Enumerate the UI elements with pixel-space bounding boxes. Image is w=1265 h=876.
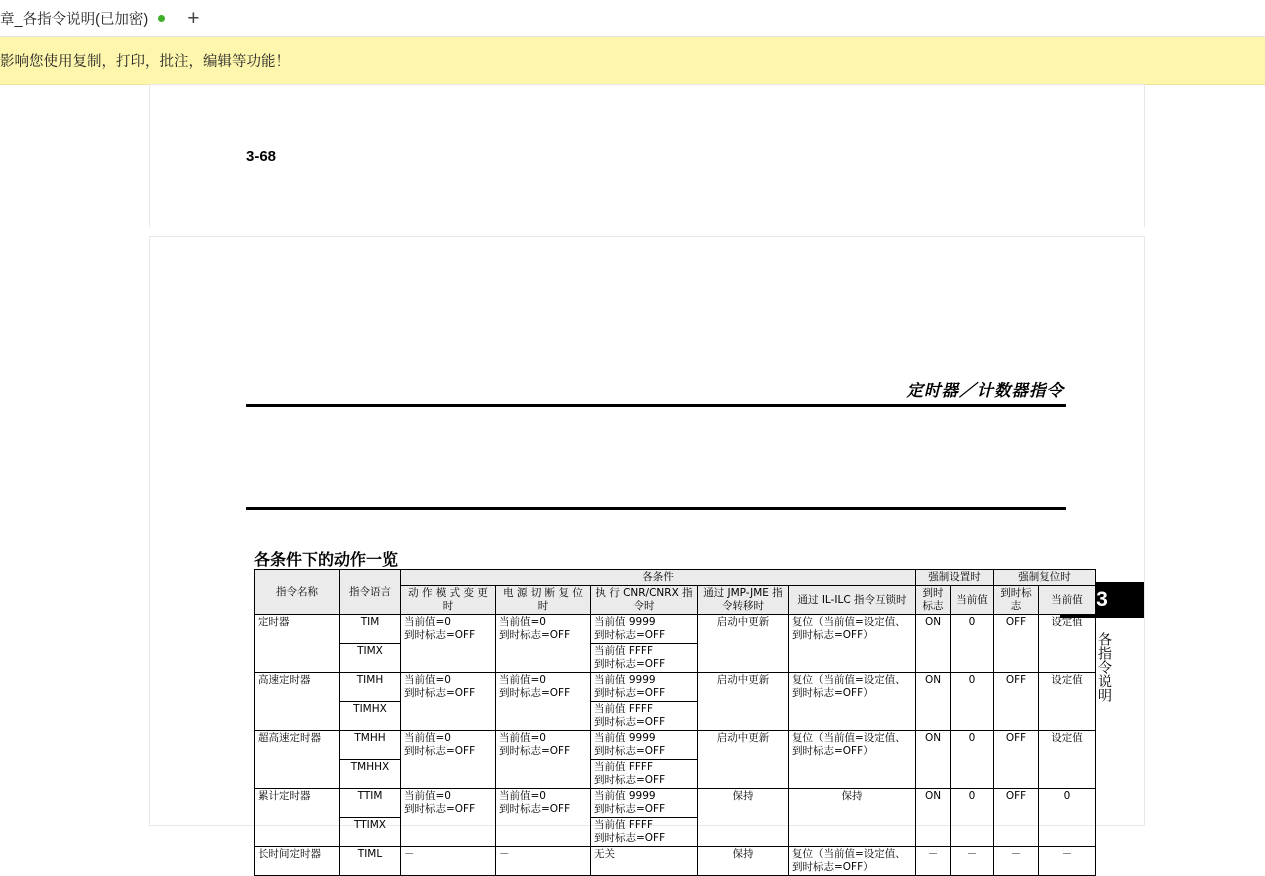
cell-cnr-exec: 无关	[591, 847, 698, 876]
th-il-ilc: 通过 IL-ILC 指令互锁时	[789, 586, 916, 615]
table-row	[255, 615, 1096, 644]
cell-il-ilc: 复位（当前值=设定值、到时标志=OFF）	[789, 847, 916, 876]
table-row	[255, 847, 1096, 876]
permission-notice-text: 影响您使用复制，打印，批注，编辑等功能！	[0, 54, 290, 70]
cell-instruction-language: TTIMX	[340, 818, 401, 847]
cell-set-flag: ON	[916, 789, 951, 847]
cell-set-value: 0	[951, 615, 994, 673]
cell-jmp-jme: 启动中更新	[698, 615, 789, 673]
rule-middle	[246, 507, 1066, 510]
cell-set-value: 0	[951, 673, 994, 731]
cell-cnr-exec: 当前值 9999 到时标志=OFF	[591, 673, 698, 702]
table-head	[255, 570, 1096, 615]
table-row	[255, 789, 1096, 818]
cell-instruction-name: 长时间定时器	[255, 847, 340, 876]
cell-set-flag: ON	[916, 731, 951, 789]
cell-instruction-language: TMHH	[340, 731, 401, 760]
current-page	[150, 237, 1144, 873]
running-head: 定时器／计数器指令	[906, 382, 1064, 400]
cell-cnr-exec: 当前值 9999 到时标志=OFF	[591, 615, 698, 644]
cell-instruction-language: TTIM	[340, 789, 401, 818]
chapter-label: 各指令说明	[1097, 632, 1113, 702]
cell-power-reset: 当前值=0 到时标志=OFF	[496, 615, 591, 673]
cell-instruction-language: TIMHX	[340, 702, 401, 731]
cell-instruction-name: 高速定时器	[255, 673, 340, 731]
conditions-table	[254, 569, 1096, 876]
cell-set-value: 0	[951, 731, 994, 789]
cell-mode-change: 当前值=0 到时标志=OFF	[401, 673, 496, 731]
unsaved-indicator-icon	[158, 15, 165, 22]
page-folio: 3-68	[246, 148, 277, 165]
document-tab-title: 章_各指令说明(已加密)	[0, 11, 149, 28]
cell-set-flag: －	[916, 847, 951, 876]
cell-cnr-exec: 当前值 FFFF 到时标志=OFF	[591, 760, 698, 789]
th-set-flag: 到时标志	[916, 586, 951, 615]
document-tab[interactable]	[0, 0, 177, 36]
cell-mode-change: 当前值=0 到时标志=OFF	[401, 615, 496, 673]
th-conditions: 各条件	[401, 570, 916, 586]
table-header-row-1	[255, 570, 1096, 586]
cell-cnr-exec: 当前值 FFFF 到时标志=OFF	[591, 818, 698, 847]
cell-mode-change: －	[401, 847, 496, 876]
cell-mode-change: 当前值=0 到时标志=OFF	[401, 789, 496, 847]
cell-cnr-exec: 当前值 9999 到时标志=OFF	[591, 789, 698, 818]
cell-instruction-name: 定时器	[255, 615, 340, 673]
cell-set-flag: ON	[916, 673, 951, 731]
cell-reset-flag: OFF	[994, 673, 1039, 731]
th-jmp-jme: 通过 JMP-JME 指令转移时	[698, 586, 789, 615]
th-mode-change: 动 作 模 式 变 更时	[401, 586, 496, 615]
th-force-reset: 强制复位时	[994, 570, 1096, 586]
cell-reset-value: 设定值	[1039, 673, 1096, 731]
rule-top	[246, 404, 1066, 407]
cell-il-ilc: 复位（当前值=设定值、到时标志=OFF）	[789, 673, 916, 731]
new-tab-button[interactable]: +	[187, 6, 200, 30]
cell-jmp-jme: 保持	[698, 789, 789, 847]
chapter-number-tab: 3	[1060, 582, 1144, 618]
cell-reset-flag: OFF	[994, 731, 1039, 789]
cell-instruction-language: TIML	[340, 847, 401, 876]
table-row	[255, 673, 1096, 702]
table-row	[255, 731, 1096, 760]
permission-notice-banner	[0, 37, 1265, 85]
cell-reset-value: －	[1039, 847, 1096, 876]
cell-instruction-language: TIMH	[340, 673, 401, 702]
cell-reset-flag: OFF	[994, 615, 1039, 673]
cell-il-ilc: 保持	[789, 789, 916, 847]
th-set-value: 当前值	[951, 586, 994, 615]
cell-set-flag: ON	[916, 615, 951, 673]
cell-mode-change: 当前值=0 到时标志=OFF	[401, 731, 496, 789]
cell-reset-value: 设定值	[1039, 615, 1096, 673]
cell-power-reset: 当前值=0 到时标志=OFF	[496, 673, 591, 731]
table-body	[255, 615, 1096, 876]
page-gap	[0, 227, 1265, 237]
cell-instruction-language: TIMX	[340, 644, 401, 673]
cell-reset-flag: OFF	[994, 789, 1039, 847]
cell-set-value: －	[951, 847, 994, 876]
cell-power-reset: 当前值=0 到时标志=OFF	[496, 789, 591, 847]
th-force-set: 强制设置时	[916, 570, 994, 586]
cell-reset-flag: －	[994, 847, 1039, 876]
pdf-viewer[interactable]	[0, 85, 1265, 873]
th-instruction-language: 指令语言	[340, 570, 401, 615]
previous-page	[150, 85, 1144, 228]
cell-reset-value: 设定值	[1039, 731, 1096, 789]
cell-set-value: 0	[951, 789, 994, 847]
th-instruction-name: 指令名称	[255, 570, 340, 615]
cell-reset-value: 0	[1039, 789, 1096, 847]
cell-il-ilc: 复位（当前值=设定值、到时标志=OFF）	[789, 615, 916, 673]
browser-tab-bar	[0, 0, 1265, 37]
cell-instruction-name: 累计定时器	[255, 789, 340, 847]
th-reset-value: 当前值	[1039, 586, 1096, 615]
cell-jmp-jme: 启动中更新	[698, 673, 789, 731]
cell-jmp-jme: 保持	[698, 847, 789, 876]
th-power-reset: 电 源 切 断 复 位时	[496, 586, 591, 615]
cell-power-reset: －	[496, 847, 591, 876]
section-title: 各条件下的动作一览	[254, 552, 399, 569]
cell-power-reset: 当前值=0 到时标志=OFF	[496, 731, 591, 789]
cell-instruction-language: TIM	[340, 615, 401, 644]
cell-cnr-exec: 当前值 FFFF 到时标志=OFF	[591, 702, 698, 731]
th-cnr-exec: 执 行 CNR/CNRX 指令时	[591, 586, 698, 615]
cell-il-ilc: 复位（当前值=设定值、到时标志=OFF）	[789, 731, 916, 789]
cell-instruction-name: 超高速定时器	[255, 731, 340, 789]
th-reset-flag: 到时标志	[994, 586, 1039, 615]
cell-instruction-language: TMHHX	[340, 760, 401, 789]
cell-jmp-jme: 启动中更新	[698, 731, 789, 789]
cell-cnr-exec: 当前值 FFFF 到时标志=OFF	[591, 644, 698, 673]
cell-cnr-exec: 当前值 9999 到时标志=OFF	[591, 731, 698, 760]
